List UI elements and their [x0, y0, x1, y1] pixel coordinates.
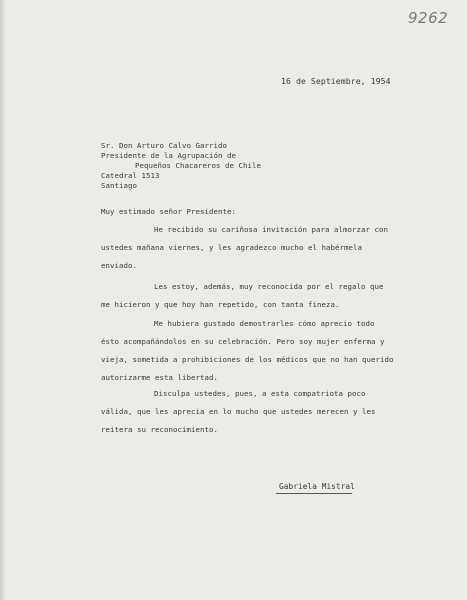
body-line: ustedes mañana viernes, y les agradezco mucho el habérmela: [101, 243, 362, 252]
archive-number: 9262: [408, 9, 449, 27]
body-line: válida, que les aprecia en lo mucho que ustedes merecen y les: [101, 407, 376, 416]
signature-name: Gabriela Mistral: [279, 482, 355, 491]
recipient-name: Sr. Don Arturo Calvo Garrido: [101, 141, 227, 150]
recipient-city: Santiago: [101, 181, 137, 190]
recipient-organization: Pequeños Chacareros de Chile: [135, 161, 261, 170]
body-line: Disculpa ustedes, pues, a esta compatriota poco: [154, 389, 366, 398]
recipient-street: Catedral 1513: [101, 171, 160, 180]
recipient-title: Presidente de la Agrupación de: [101, 151, 236, 160]
body-line: Me hubiera gustado demostrarles cómo aprecio todo: [154, 319, 375, 328]
body-line: autorizarme esta libertad.: [101, 373, 218, 382]
letter-date: 16 de Septiembre, 1954: [281, 76, 391, 86]
body-line: enviado.: [101, 261, 137, 270]
page-edge-shadow: [0, 0, 6, 600]
body-line: He recibido su cariñosa invitación para almorzar con: [154, 225, 388, 234]
signature-underline: [276, 493, 352, 494]
salutation: Muy estimado señor Presidente:: [101, 207, 236, 216]
body-line: reitera su reconocimiento.: [101, 425, 218, 434]
body-line: Les estoy, además, muy reconocida por el regalo que: [154, 282, 384, 291]
body-line: vieja, sometida a prohibiciones de los médicos que no han querido: [101, 355, 394, 364]
body-line: me hicieron y que hoy han repetido, con tanta fineza.: [101, 300, 340, 309]
body-line: ésto acompañándolos en su celebración. Pero soy mujer enferma y: [101, 337, 385, 346]
